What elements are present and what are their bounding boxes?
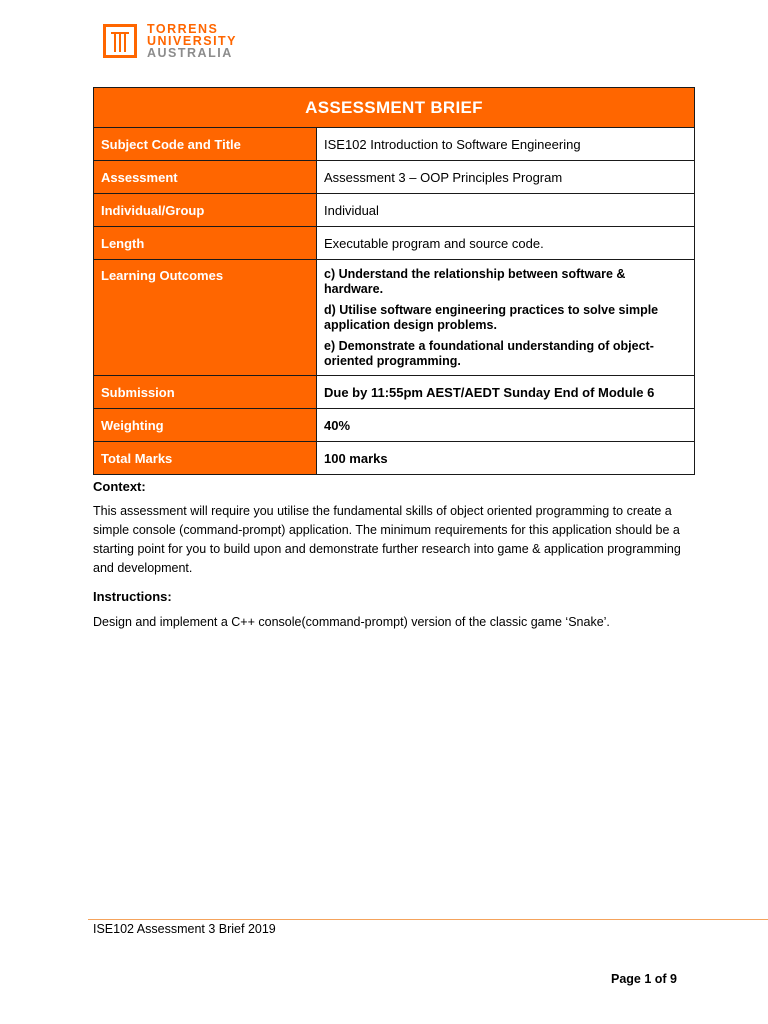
logo-line-1: TORRENS	[147, 22, 219, 36]
row-subject	[94, 128, 695, 161]
learning-outcomes-list	[317, 260, 695, 376]
logo-line-3: AUSTRALIA	[147, 46, 233, 60]
row-value: ISE102 Introduction to Software Engineering	[317, 128, 695, 161]
row-value: Executable program and source code.	[317, 227, 695, 260]
row-value: Assessment 3 – OOP Principles Program	[317, 161, 695, 194]
row-submission	[94, 376, 695, 409]
row-label: Submission	[94, 376, 317, 409]
row-value: 40%	[317, 409, 695, 442]
row-label: Learning Outcomes	[94, 260, 317, 376]
instructions-heading: Instructions:	[93, 589, 172, 604]
footer-document-title: ISE102 Assessment 3 Brief 2019	[93, 922, 276, 936]
row-value: Individual	[317, 194, 695, 227]
brief-title: ASSESSMENT BRIEF	[94, 88, 695, 128]
outcome-item: e) Demonstrate a foundational understanding of object-oriented programming.	[324, 339, 654, 368]
context-heading: Context:	[93, 479, 146, 494]
row-assessment	[94, 161, 695, 194]
row-label: Assessment	[94, 161, 317, 194]
torrens-t-logo-icon	[103, 24, 137, 58]
row-label: Total Marks	[94, 442, 317, 475]
footer-divider	[88, 919, 768, 920]
row-length	[94, 227, 695, 260]
row-value: Due by 11:55pm AEST/AEDT Sunday End of Module 6	[317, 376, 695, 409]
row-total-marks	[94, 442, 695, 475]
university-logo	[103, 22, 237, 60]
row-individual-group	[94, 194, 695, 227]
row-label: Weighting	[94, 409, 317, 442]
outcome-item: d) Utilise software engineering practices to solve simple application design problems.	[324, 303, 659, 332]
instructions-paragraph: Design and implement a C++ console(command-prompt) version of the classic game ‘Snake’.	[93, 615, 610, 629]
page-number: Page 1 of 9	[611, 972, 677, 986]
logo-wordmark	[147, 23, 237, 59]
outcome-item: c) Understand the relationship between software & hardware.	[324, 267, 626, 296]
row-label: Subject Code and Title	[94, 128, 317, 161]
row-weighting	[94, 409, 695, 442]
assessment-brief-table	[93, 87, 695, 475]
row-label: Length	[94, 227, 317, 260]
row-learning-outcomes	[94, 260, 695, 376]
row-label: Individual/Group	[94, 194, 317, 227]
context-paragraph: This assessment will require you utilise the fundamental skills of object oriented programming to create a simple console (command-prompt) application. The minimum requirements for this application should be a starting point for you to build upon and demonstrate further research into game & application programming and development.	[93, 504, 681, 575]
logo-line-2: UNIVERSITY	[147, 34, 238, 48]
row-value: 100 marks	[317, 442, 695, 475]
